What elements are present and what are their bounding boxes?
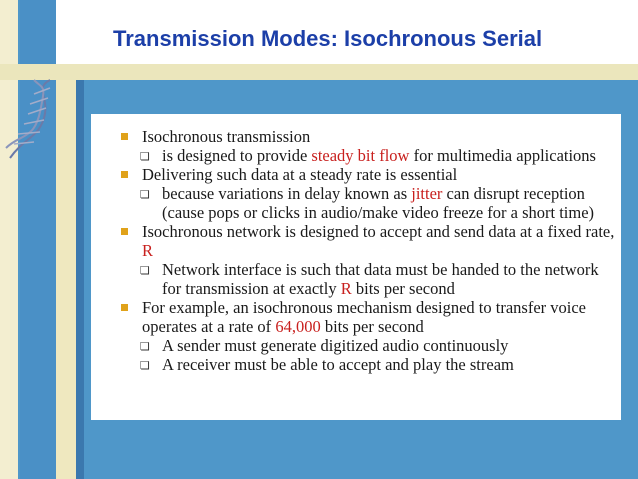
bullet-item bbox=[118, 127, 618, 146]
bullet-text: bits per second bbox=[351, 279, 455, 298]
bullet-square-icon bbox=[121, 171, 128, 178]
header-band bbox=[0, 64, 638, 80]
bullet-text: A receiver must be able to accept and play the stream bbox=[162, 355, 514, 374]
highlighted-term: R bbox=[340, 279, 352, 298]
checkbox-bullet-icon: ❏ bbox=[140, 188, 150, 201]
bullet-text: because variations in delay known as bbox=[162, 184, 412, 203]
bullet-text: Delivering such data at a steady rate is essential bbox=[142, 165, 458, 184]
sub-bullet-item bbox=[118, 260, 618, 298]
bullet-item bbox=[118, 298, 618, 336]
bullet-text: can disrupt reception (cause pops or clicks in audio/make video freeze for a short time) bbox=[162, 184, 595, 222]
bullet-square-icon bbox=[121, 228, 128, 235]
checkbox-bullet-icon: ❏ bbox=[140, 150, 150, 163]
highlighted-term: 64,000 bbox=[275, 317, 321, 336]
bullet-text: bits per second bbox=[320, 317, 424, 336]
bullet-text: is designed to provide bbox=[162, 146, 312, 165]
bullet-list bbox=[118, 127, 618, 374]
dna-helix-image bbox=[4, 78, 54, 162]
bullet-text: Isochronous network is designed to accept and send data at a fixed rate, bbox=[142, 222, 615, 241]
checkbox-bullet-icon: ❏ bbox=[140, 359, 150, 372]
sub-bullet-item bbox=[118, 355, 618, 374]
bullet-square-icon bbox=[121, 133, 128, 140]
highlighted-term: steady bit flow bbox=[311, 146, 410, 165]
bullet-text: for multimedia applications bbox=[409, 146, 596, 165]
bullet-text: Network interface is such that data must be handed to the network for transmission at exactly bbox=[162, 260, 599, 298]
bullet-text: Isochronous transmission bbox=[142, 127, 311, 146]
sub-bullet-item bbox=[118, 184, 618, 222]
sub-bullet-item bbox=[118, 336, 618, 355]
bullet-text: For example, an isochronous mechanism designed to transfer voice operates at a rate of bbox=[142, 298, 587, 336]
bullet-square-icon bbox=[121, 304, 128, 311]
header-block-left bbox=[56, 0, 84, 64]
checkbox-bullet-icon: ❏ bbox=[140, 264, 150, 277]
bullet-item bbox=[118, 222, 618, 260]
sub-bullet-item bbox=[118, 146, 618, 165]
slide-title: Transmission Modes: Isochronous Serial bbox=[113, 26, 543, 51]
highlighted-term: jitter bbox=[411, 184, 443, 203]
bullet-item bbox=[118, 165, 618, 184]
bullet-text: A sender must generate digitized audio continuously bbox=[162, 336, 509, 355]
highlighted-term: R bbox=[142, 241, 154, 260]
checkbox-bullet-icon: ❏ bbox=[140, 340, 150, 353]
